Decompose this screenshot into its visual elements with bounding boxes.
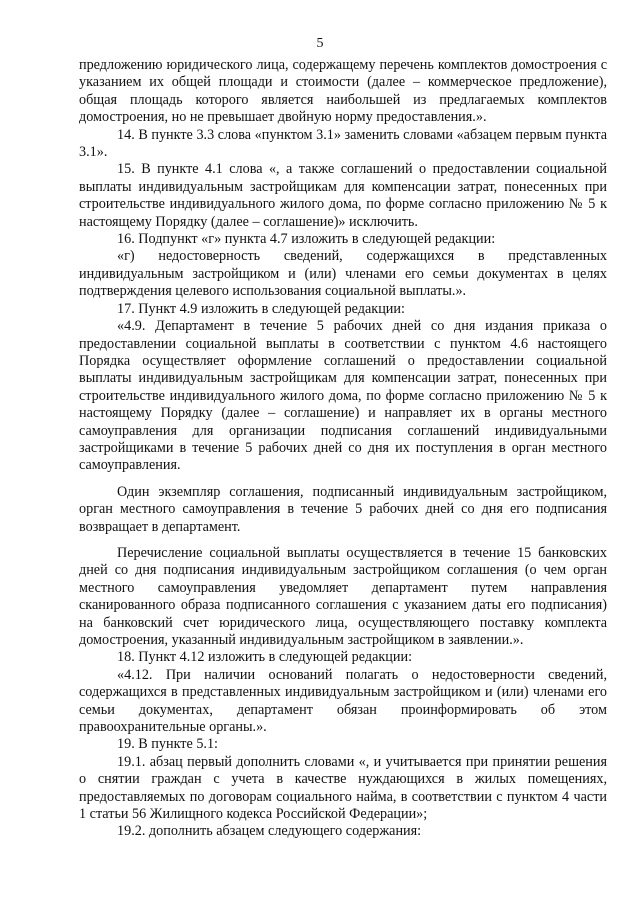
paragraph-item-17: 17. Пункт 4.9 изложить в следующей редакции: xyxy=(117,300,405,317)
paragraph-item-17-second: Один экземпляр соглашения, подписанный индивидуальным застройщиком, орган местного самоуправления в течение 5 рабочих дней со дня его подписания возвращает в департамент. xyxy=(79,483,607,535)
paragraph-item-18-text: «4.12. При наличии оснований полагать о недостоверности сведений, содержащихся в представленных индивидуальным застройщиком и (или) членами его семьи документах, департамент обязан проинформировать об этом правоохранительные органы.». xyxy=(79,666,607,736)
paragraph-item-19-2: 19.2. дополнить абзацем следующего содержания: xyxy=(117,823,422,840)
paragraph-item-19: 19. В пункте 5.1: xyxy=(117,736,218,753)
paragraph-item-19-1: 19.1. абзац первый дополнить словами «, и учитывается при принятии решения о снятии граждан с учета в качестве нуждающихся в жилых помещениях, предоставляемых по договорам социального найма, в соответствии с пунктом 4 части 1 статьи 56 Жилищного кодекса Российской Федерации»; xyxy=(79,753,607,823)
page-number: 5 xyxy=(316,36,324,51)
paragraph-item-17-text: «4.9. Департамент в течение 5 рабочих дней со дня издания приказа о предоставлении социальной выплаты в соответствии с пунктом 4.6 настоящего Порядка осуществляет оформление соглашений о предоставлении социальной выплаты индивидуальным застройщикам для компенсации затрат, понесенных при строительстве индивидуального жилого дома, по форме согласно приложению № 5 к настоящему Порядку (далее – соглашение) и направляет их в органы местного самоуправления для организации подписания соглашений индивидуальными застройщиками в течение 5 рабочих дней со дня их поступления в орган местного самоуправления. xyxy=(79,318,607,474)
paragraph-continuation: предложению юридического лица, содержащему перечень комплектов домостроения с указанием их общей площади и стоимости (далее – коммерческое предложение), общая площадь которого является наибольшей из предлагаемых комплектов домостроения, но не превышает двойную норму предоставления.». xyxy=(79,57,607,126)
paragraph-item-14: 14. В пункте 3.3 слова «пунктом 3.1» заменить словами «абзацем первым пункта 3.1». xyxy=(79,126,607,161)
paragraph-item-17-third: Перечисление социальной выплаты осуществляется в течение 15 банковских дней со дня подписания индивидуальным застройщиком соглашения (о чем орган местного самоуправления уведомляет департамент путем направления сканированного образа подписанного соглашения с указанием даты его подписания) на банковский счет юридического лица, осуществляющего поставку комплекта домостроения, указанный индивидуальным застройщиком в заявлении.». xyxy=(79,544,607,648)
paragraph-item-18: 18. Пункт 4.12 изложить в следующей редакции: xyxy=(117,649,413,666)
paragraph-item-15: 15. В пункте 4.1 слова «, а также соглашений о предоставлении социальной выплаты индивидуальным застройщикам для компенсации затрат, понесенных при строительстве индивидуального жилого дома, по форме согласно приложению № 5 к настоящему Порядку (далее – соглашение)» исключить. xyxy=(79,161,607,230)
document-body xyxy=(79,57,607,841)
paragraph-item-16-text: «г) недостоверность сведений, содержащихся в представленных индивидуальным застройщиком и (или) членами его семьи документах в целях подтверждения целевого использования социальной выплаты.». xyxy=(79,248,607,300)
paragraph-item-16: 16. Подпункт «г» пункта 4.7 изложить в следующей редакции: xyxy=(117,231,496,248)
